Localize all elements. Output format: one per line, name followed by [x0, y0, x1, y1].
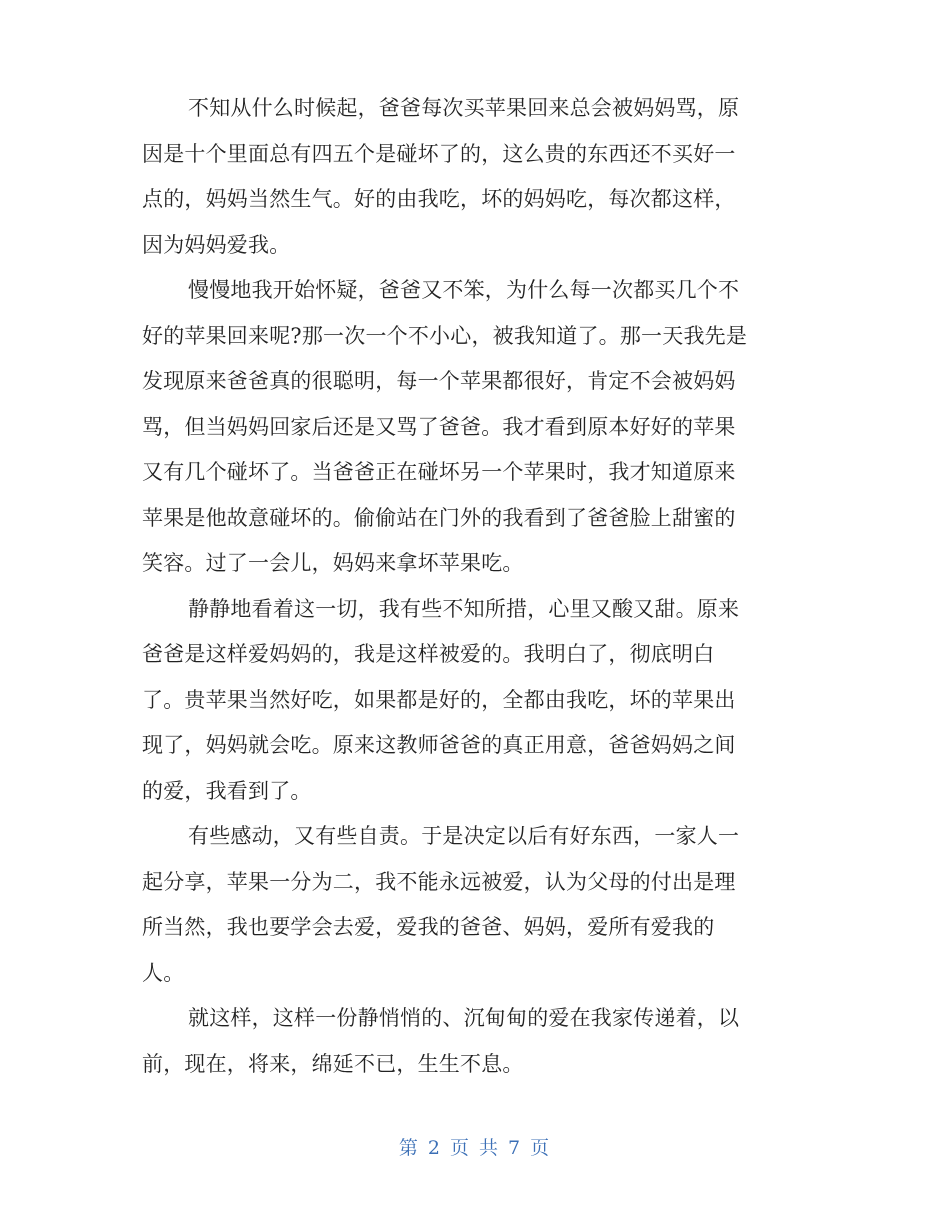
- paragraph-4: [142, 814, 810, 996]
- text-line: 骂，但当妈妈回家后还是又骂了爸爸。我才看到原本好好的苹果: [142, 414, 736, 439]
- text-line: 发现原来爸爸真的很聪明，每一个苹果都很好，肯定不会被妈妈: [142, 369, 736, 393]
- text-line: 点的，妈妈当然生气。好的由我吃，坏的妈妈吃，每次都这样，: [142, 187, 736, 211]
- text-line: 了。贵苹果当然好吃，如果都是好的，全都由我吃，坏的苹果出: [142, 687, 736, 712]
- text-line: 的爱，我看到了。: [142, 778, 312, 803]
- page-number-footer: 第 2 页 共 7 页: [398, 1137, 552, 1159]
- text-line: 所当然，我也要学会去爱，爱我的爸爸、妈妈，爱所有爱我的: [142, 915, 715, 939]
- text-line: 又有几个碰坏了。当爸爸正在碰坏另一个苹果时，我才知道原来: [142, 460, 736, 484]
- text-line: 不知从什么时候起，爸爸每次买苹果回来总会被妈妈骂，原: [188, 96, 740, 120]
- text-line: 因是十个里面总有四五个是碰坏了的，这么贵的东西还不买好一: [142, 141, 736, 166]
- text-line: 笑容。过了一会儿，妈妈来拿坏苹果吃。: [142, 551, 524, 575]
- paragraph-3: [142, 587, 810, 815]
- text-line: 爸爸是这样爱妈妈的，我是这样被爱的。我明白了，彻底明白: [142, 642, 715, 666]
- text-line: 人。: [142, 960, 185, 985]
- text-line: 现了，妈妈就会吃。原来这教师爸爸的真正用意，爸爸妈妈之间: [142, 733, 736, 757]
- text-line: 就这样，这样一份静悄悄的、沉甸甸的爱在我家传递着，以: [188, 1006, 740, 1030]
- document-body: [142, 86, 810, 1087]
- text-line: 好的苹果回来呢?那一次一个不小心，被我知道了。那一天我先是: [142, 323, 748, 348]
- text-line: 前，现在，将来，绵延不已，生生不息。: [142, 1051, 524, 1076]
- text-line: 因为妈妈爱我。: [142, 232, 291, 257]
- text-line: 有些感动，又有些自责。于是决定以后有好东西，一家人一: [188, 824, 740, 848]
- text-line: 起分享，苹果一分为二，我不能永远被爱，认为父母的付出是理: [142, 869, 736, 894]
- paragraph-2: [142, 268, 810, 587]
- paragraph-1: [142, 86, 810, 268]
- text-line: 苹果是他故意碰坏的。偷偷站在门外的我看到了爸爸脸上甜蜜的: [142, 505, 736, 530]
- text-line: 静静地看着这一切，我有些不知所措，心里又酸又甜。原来: [188, 596, 740, 621]
- paragraph-5: [142, 996, 810, 1087]
- text-line: 慢慢地我开始怀疑，爸爸又不笨，为什么每一次都买几个不: [188, 278, 740, 302]
